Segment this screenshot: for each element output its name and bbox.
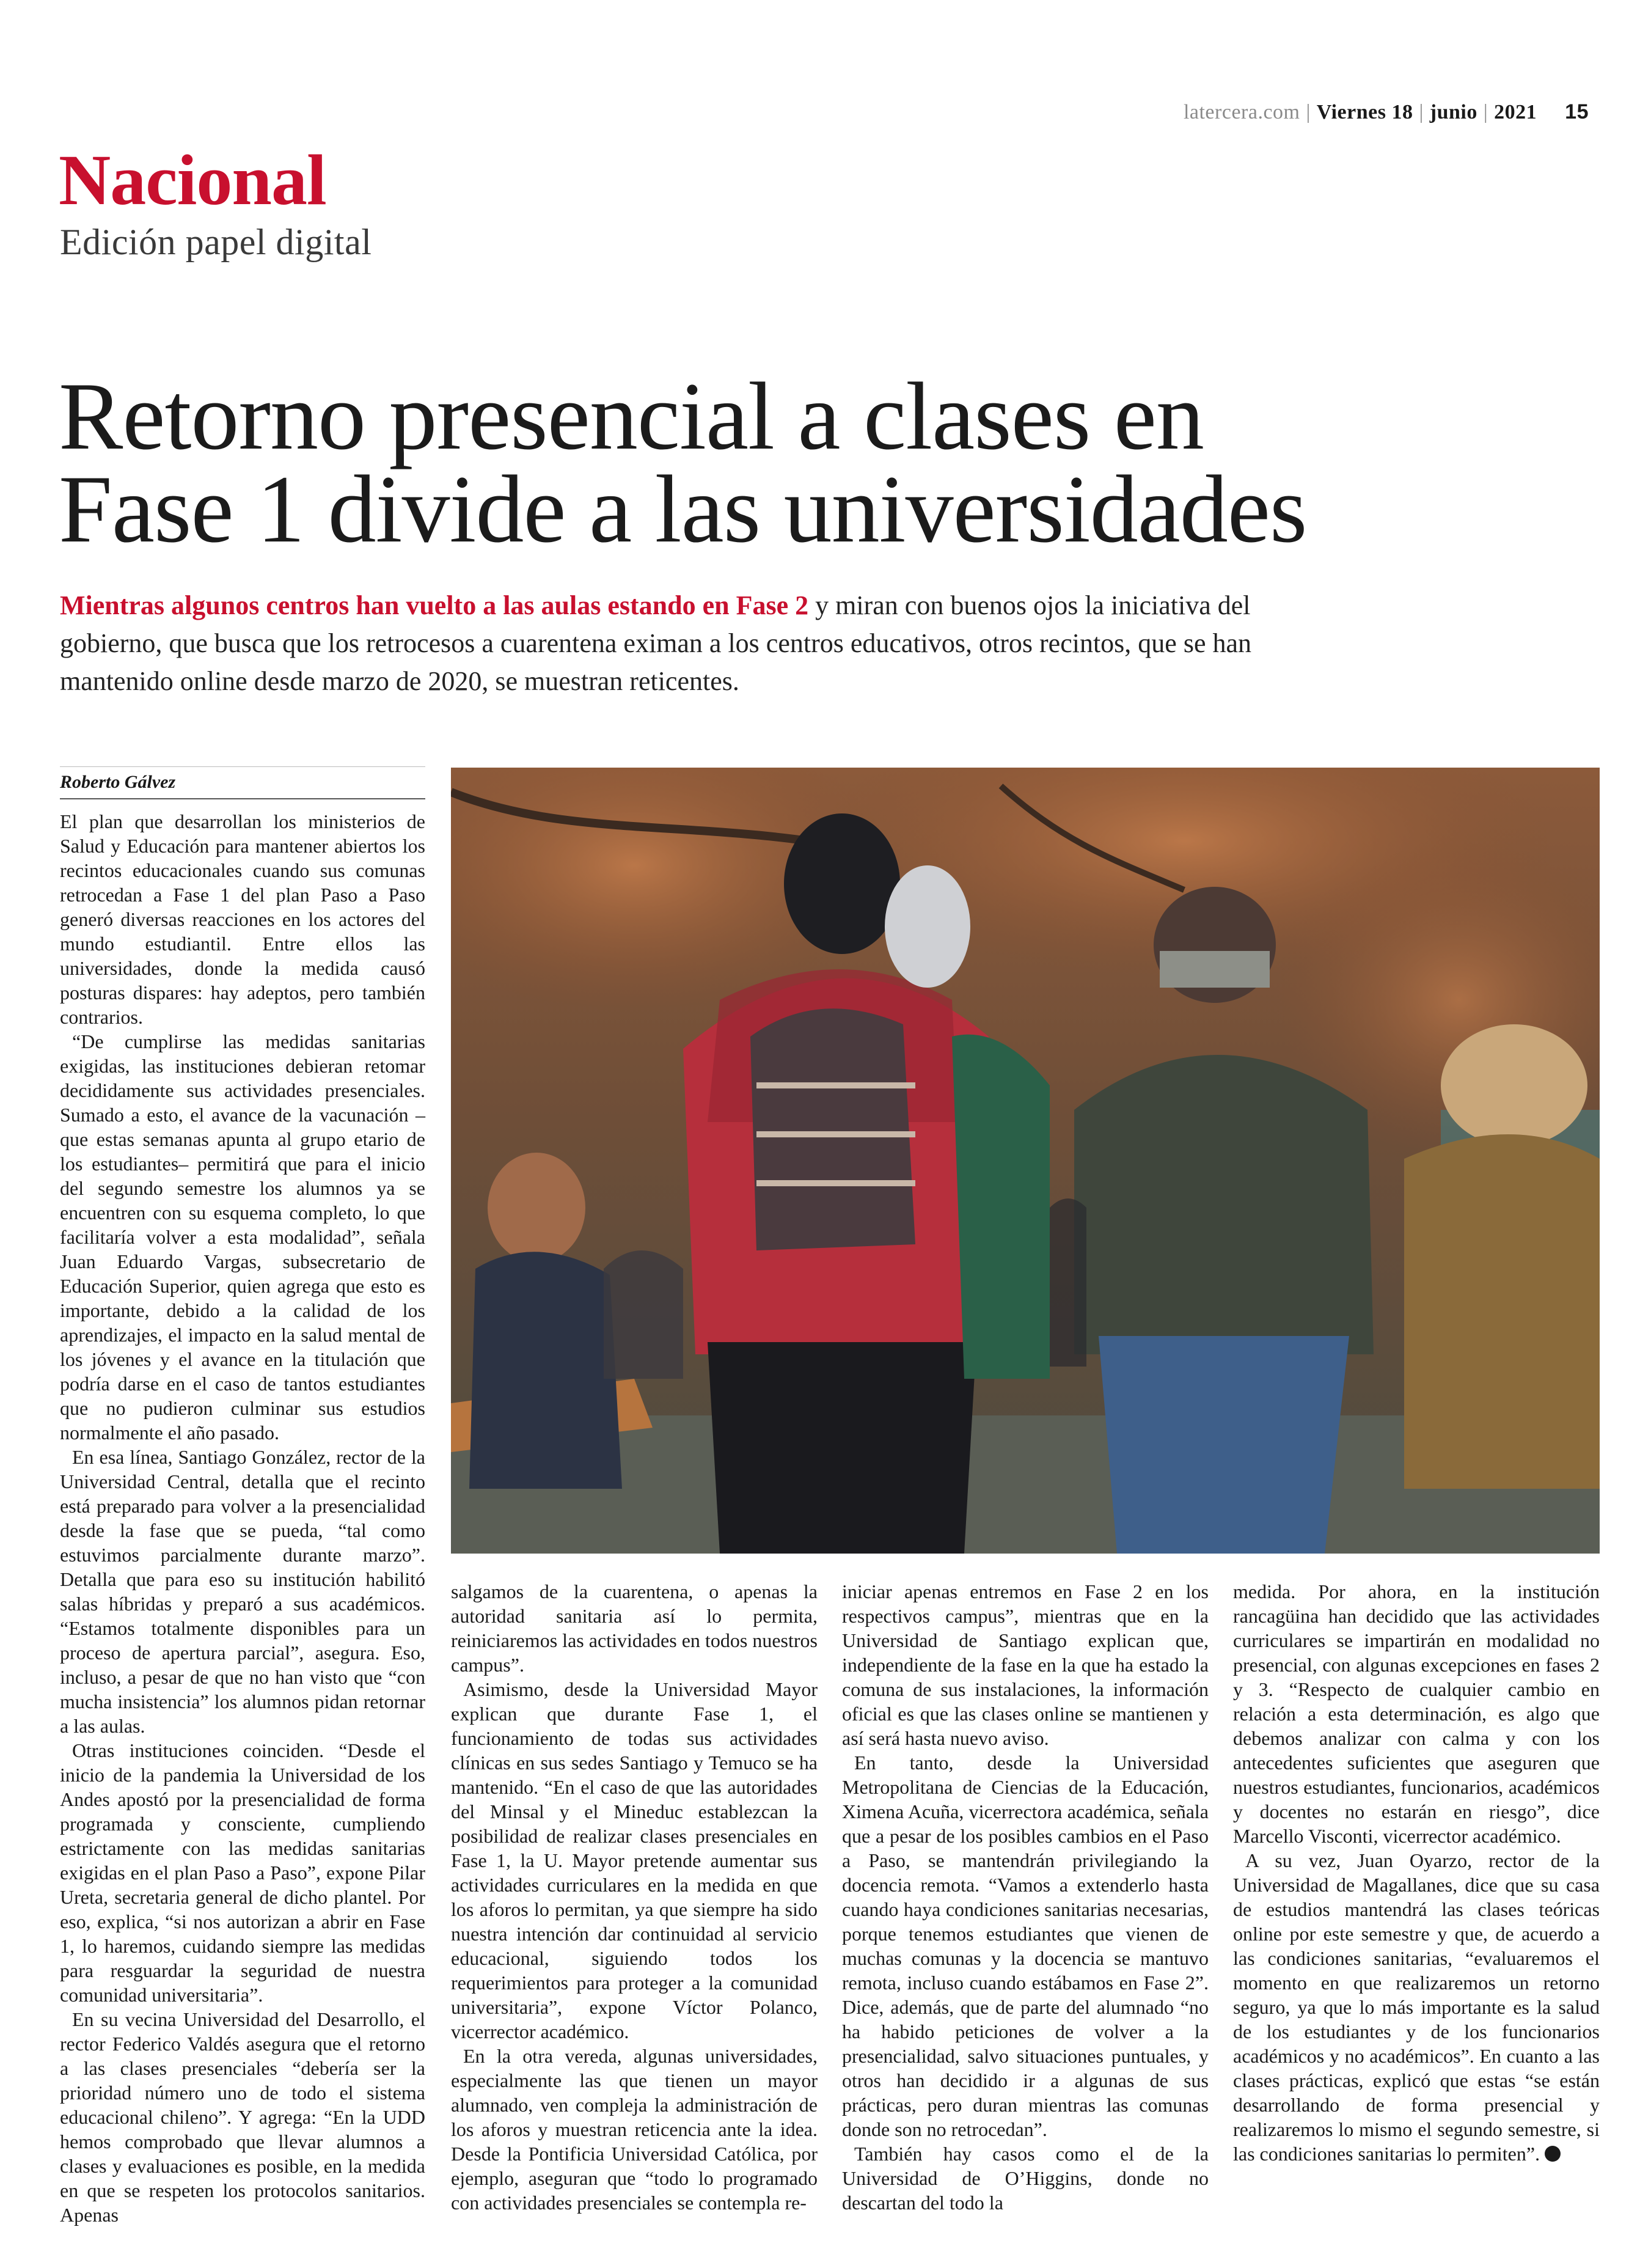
standfirst bbox=[60, 587, 1355, 700]
paragraph: medida. Por ahora, en la institución rancagüina han decidido que las actividades curriculares se impartirán en modalidad no presencial, con algunas excepciones en fases 2 y 3. “Respecto de cualquier cambio en relación a esta determinación, es algo que debemos analizar con calma y con los antecedentes suficientes que aseguren que nuestros estudiantes, funcionarios, académicos y docentes no estarán en riesgo”, dice Marcello Visconti, vicerrector académico. bbox=[1233, 1580, 1600, 1847]
page-header bbox=[1184, 100, 1589, 124]
paragraph: También hay casos como el de la Universidad de O’Higgins, donde no descartan del todo la bbox=[842, 2143, 1209, 2214]
photo-students-walking bbox=[451, 768, 1600, 1554]
article-column-4 bbox=[1233, 1579, 1600, 2166]
article-column-3 bbox=[842, 1579, 1209, 2215]
article-photo bbox=[451, 768, 1600, 1554]
byline: Roberto Gálvez bbox=[60, 766, 425, 801]
date-year: 2021 bbox=[1494, 101, 1537, 123]
paragraph: En esa línea, Santiago González, rector de la Universidad Central, detalla que el recinto está preparado para volver a la presencialidad desde la fase que se pueda, “tal como estuvimos parcialmente durante marzo”. Detalla que para eso su institución habilitó salas híbridas y preparó a sus académicos. “Estamos totalmente disponibles para un proceso de apertura parcial”, asegura. Eso, incluso, a pesar de que no han visto que “con mucha insistencia” los alumnos pidan retornar a las aulas. bbox=[60, 1446, 425, 1737]
separator: | bbox=[1483, 101, 1488, 123]
separator: | bbox=[1419, 101, 1424, 123]
paragraph: Otras instituciones coinciden. “Desde el inicio de la pandemia la Universidad de los Andes apostó por la presencialidad de forma programada y consciente, cumpliendo estrictamente con las medidas sanitarias exigidas en el plan Paso a Paso”, expone Pilar Ureta, secretaria general de dicho plantel. Por eso, explica, “si nos autorizan a abrir en Fase 1, lo haremos, cuidando siempre las medidas para resguardar la seguridad de nuestra comunidad universitaria”. bbox=[60, 1739, 425, 2006]
paragraph: En tanto, desde la Universidad Metropolitana de Ciencias de la Educación, Ximena Acuña, vicerrectora académica, señala que a pesar de los posibles cambios en el Paso a Paso, se mantendrán privilegiando la docencia remota. “Vamos a extenderlo hasta cuando haya condiciones sanitarias necesarias, porque tenemos estudiantes que vienen de muchas comunas y la docencia se mantuvo remota, incluso cuando estábamos en Fase 2”. Dice, además, que de parte del alumnado “no ha habido peticiones de volver a la presencialidad, salvo situaciones puntuales, y otros han decidido ir a algunas de sus prácticas, pero duran mientras las comunas donde son no retrocedan”. bbox=[842, 1752, 1209, 2140]
end-mark bbox=[1545, 2146, 1561, 2162]
paragraph: El plan que desarrollan los ministerios de Salud y Educación para mantener abiertos los recintos educacionales cuando sus comunas retrocedan a Fase 1 del plan Paso a Paso generó diversas reacciones en los actores del mundo estudiantil. Entre ellos las universidades, donde la medida causó posturas dispares: hay adeptos, pero también contrarios. bbox=[60, 810, 425, 1028]
article-column-2 bbox=[451, 1579, 818, 2215]
paragraph: A su vez, Juan Oyarzo, rector de la Universidad de Magallanes, dice que su casa de estudios mantendrá las clases teóricas online por este semestre y que, de acuerdo a las condiciones sanitarias, “evaluaremos el momento en que realizaremos un retorno seguro, ya que lo más importante es la salud de los estudiantes y de los funcionarios académicos y no académicos”. En cuanto a las clases prácticas, explicó que estas “se están desarrollando de forma presencial y realizaremos lo mismo el segundo semestre, si las condiciones sanitarias lo permiten”. bbox=[1233, 1849, 1600, 2165]
standfirst-lead: Mientras algunos centros han vuelto a las aulas estando en Fase 2 bbox=[60, 590, 809, 620]
site-name: latercera.com bbox=[1183, 101, 1300, 123]
paragraph: “De cumplirse las medidas sanitarias exigidas, las instituciones debieran retomar decididamente sus actividades presenciales. Sumado a esto, el avance de la vacunación –que estas semanas apunta al grupo etario de los estudiantes– permitirá que para el inicio del segundo semestre los alumnos ya se encuentren con su esquema completo, lo que facilitaría volver a esta modalidad”, señala Juan Eduardo Vargas, subsecretario de Educación Superior, quien agrega que esto es importante, debido a la calidad de los aprendizajes, el impacto en la salud mental de los jóvenes y el avance en la titulación que podría darse en el caso de tantos estudiantes que no pudieron culminar sus estudios normalmente el año pasado. bbox=[60, 1030, 425, 1444]
paragraph: En su vecina Universidad del Desarrollo, el rector Federico Valdés asegura que el retorno a las clases presenciales “debería ser la prioridad número uno de todo el sistema educacional chileno”. Y agrega: “En la UDD hemos comprobado que llevar alumnos a clases y evaluaciones es posible, en la medida en que se respeten los protocolos sanitarios. Apenas bbox=[60, 2008, 425, 2226]
byline-divider bbox=[60, 798, 425, 799]
section-title: Nacional bbox=[59, 140, 326, 220]
date-day: Viernes 18 bbox=[1316, 101, 1413, 123]
date-month: junio bbox=[1429, 101, 1477, 123]
standfirst-text: y miran con buenos ojos la iniciativa del gobierno, que busca que los retrocesos a cuarentena eximan a los centros educativos, otros recintos, que se han mantenido online desde marzo de 2020, se muestran reticentes. bbox=[60, 590, 1252, 696]
article-column-1 bbox=[60, 809, 425, 2227]
headline-line-2: Fase 1 divide a las universidades bbox=[59, 456, 1307, 563]
headline-line-1: Retorno presencial a clases en bbox=[59, 363, 1204, 470]
paragraph: iniciar apenas entremos en Fase 2 en los respectivos campus”, mientras que en la Universidad de Santiago explican que, independiente de la fase en la que ha estado la comuna de sus instalaciones, la información oficial es que las clases online se mantienen y así será hasta nuevo aviso. bbox=[842, 1580, 1209, 1749]
paragraph: Asimismo, desde la Universidad Mayor explican que durante Fase 1, el funcionamiento de todas sus actividades clínicas en sus sedes Santiago y Temuco se ha mantenido. “En el caso de que las autoridades del Minsal y el Mineduc establezcan la posibilidad de realizar clases presenciales en Fase 1, la U. Mayor pretende aumentar sus actividades curriculares en la medida en que los aforos lo permitan, ya que siempre ha sido nuestra intención dar continuidad al servicio educacional, siguiendo todos los requerimientos para proteger a la comunidad universitaria”, expone Víctor Polanco, vicerrector académico. bbox=[451, 1678, 818, 2042]
paragraph: salgamos de la cuarentena, o apenas la autoridad sanitaria así lo permita, reiniciaremos las actividades en todos nuestros campus”. bbox=[451, 1580, 818, 1676]
headline bbox=[59, 363, 1513, 563]
paragraph: En la otra vereda, algunas universidades, especialmente las que tienen un mayor alumnado, ven compleja la administración de los aforos y muestran reticencia ante la idea. Desde la Pontificia Universidad Católica, por ejemplo, aseguran que “todo lo programado con actividades presenciales se contempla re- bbox=[451, 2045, 818, 2214]
separator: | bbox=[1306, 101, 1311, 123]
section-subtitle: Edición papel digital bbox=[60, 222, 372, 262]
page-number: 15 bbox=[1565, 100, 1589, 123]
